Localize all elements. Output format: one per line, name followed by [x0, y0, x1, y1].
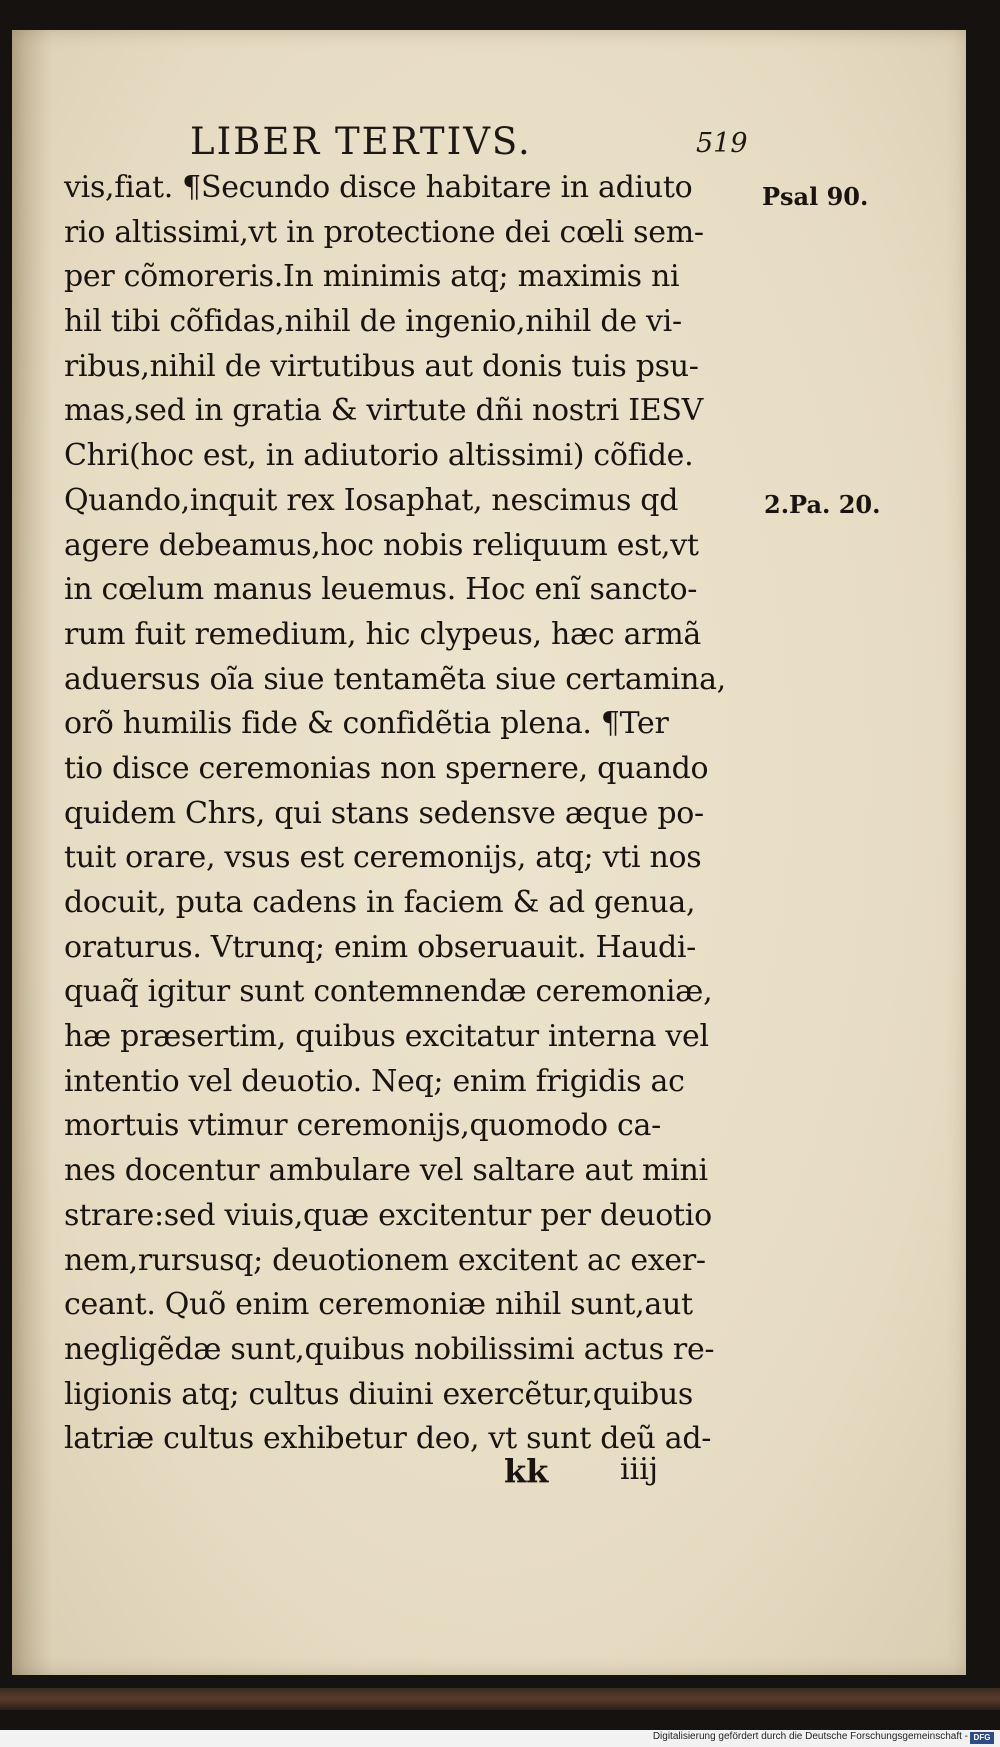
- text-line: strare:sed viuis,quæ excitentur per deuotio: [64, 1197, 712, 1233]
- text-line: tuit orare, vsus est ceremonijs, atq; vti nos: [64, 840, 702, 876]
- text-line: docuit, puta cadens in faciem & ad genua,: [64, 885, 696, 920]
- text-line: vis,fiat. ¶Secundo disce habitare in adiuto: [64, 170, 693, 205]
- text-line: mortuis vtimur ceremonijs,quomodo ca-: [64, 1108, 661, 1144]
- text-line: agere debeamus,hoc nobis reliquum est,vt: [64, 527, 699, 563]
- signature-number: iiij: [620, 1452, 659, 1487]
- dfg-logo: DFG: [970, 1732, 994, 1744]
- body-text: [64, 166, 764, 1462]
- text-line: rum fuit remedium, hic clypeus, hæc armã: [64, 616, 701, 652]
- text-line: Quando,inquit rex Iosaphat, nescimus qd: [64, 482, 679, 518]
- page-gutter-shade: [12, 30, 52, 1675]
- text-line: nem,rursusq; deuotionem excitent ac exer-: [64, 1242, 706, 1278]
- text-line: per cõmoreris.In minimis atq; maximis ni: [64, 259, 680, 295]
- text-line: in cœlum manus leuemus. Hoc enĩ sancto-: [64, 572, 698, 608]
- marginal-note-psalm: Psal 90.: [762, 182, 869, 211]
- text-line: hil tibi cõfidas,nihil de ingenio,nihil de vi-: [64, 304, 682, 340]
- footer-credit: Digitalisierung gefördert durch die Deutsche Forschungsgemeinschaft -: [652, 1731, 968, 1742]
- marginal-note-paralipomenon: 2.Pa. 20.: [764, 490, 881, 519]
- text-line: orõ humilis fide & confidẽtia plena. ¶Ter: [64, 706, 669, 742]
- text-line: rio altissimi,vt in protectione dei cœli sem-: [64, 214, 704, 250]
- text-line: tio disce ceremonias non spernere, quando: [64, 750, 709, 786]
- text-line: latriæ cultus exhibetur deo, vt sunt deũ ad-: [64, 1421, 712, 1457]
- text-line: ceant. Quõ enim ceremoniæ nihil sunt,aut: [64, 1287, 693, 1323]
- text-line: mas,sed in gratia & virtute dñi nostri IESV: [64, 393, 703, 429]
- running-head: LIBER TERTIVS.: [190, 120, 532, 163]
- text-line: quaq̃ igitur sunt contemnendæ ceremoniæ,: [64, 974, 713, 1010]
- folio-number: 519: [696, 128, 748, 159]
- book-edge: [0, 1688, 1000, 1710]
- text-line: aduersus oĩa siue tentamẽta siue certamina,: [64, 661, 726, 697]
- text-line: hæ præsertim, quibus excitatur interna vel: [64, 1019, 709, 1055]
- text-line: Chri(hoc est, in adiutorio altissimi) cõfide.: [64, 438, 694, 474]
- signature-mark: kk: [504, 1452, 549, 1490]
- text-line: ribus,nihil de virtutibus aut donis tuis psu-: [64, 348, 699, 384]
- text-line: nes docentur ambulare vel saltare aut mini: [64, 1153, 708, 1189]
- text-line: oraturus. Vtrunq; enim obseruauit. Haudi-: [64, 929, 697, 965]
- text-line: intentio vel deuotio. Neq; enim frigidis ac: [64, 1063, 685, 1099]
- text-line: ligionis atq; cultus diuini exercẽtur,quibus: [64, 1376, 694, 1412]
- text-line: quidem Chrs, qui stans sedensve æque po-: [64, 795, 704, 831]
- text-line: negligẽdæ sunt,quibus nobilissimi actus re-: [64, 1331, 715, 1367]
